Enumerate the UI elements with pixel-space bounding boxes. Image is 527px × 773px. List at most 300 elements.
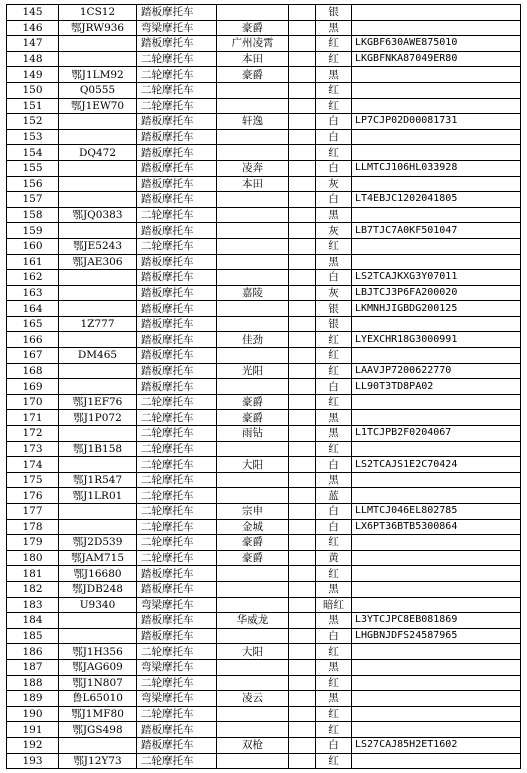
blank-cell xyxy=(289,675,316,691)
color-cell: 白 xyxy=(316,504,352,520)
vehicle-type-cell: 二轮摩托车 xyxy=(137,426,217,442)
table-row xyxy=(7,394,521,410)
color-cell: 白 xyxy=(316,160,352,176)
color-cell: 红 xyxy=(316,644,352,660)
row-number-cell: 183 xyxy=(7,597,59,613)
table-row xyxy=(7,379,521,395)
vehicle-type-cell: 弯梁摩托车 xyxy=(137,597,217,613)
blank-cell xyxy=(289,691,316,707)
brand-cell xyxy=(217,223,289,239)
color-cell: 红 xyxy=(316,238,352,254)
plate-number-cell: 鄂J12Y73 xyxy=(59,753,137,769)
vin-cell: LYEXCHR18G3000991 xyxy=(352,332,521,348)
row-number-cell: 188 xyxy=(7,675,59,691)
vin-cell xyxy=(352,176,521,192)
vehicle-type-cell: 二轮摩托车 xyxy=(137,535,217,551)
table-row xyxy=(7,316,521,332)
vin-cell xyxy=(352,566,521,582)
table-row xyxy=(7,426,521,442)
row-number-cell: 175 xyxy=(7,472,59,488)
row-number-cell: 180 xyxy=(7,550,59,566)
color-cell: 红 xyxy=(316,394,352,410)
plate-number-cell xyxy=(59,51,137,67)
row-number-cell: 160 xyxy=(7,238,59,254)
table-row xyxy=(7,238,521,254)
vin-cell xyxy=(352,488,521,504)
vin-cell xyxy=(352,348,521,364)
brand-cell: 本田 xyxy=(217,176,289,192)
vehicle-type-cell: 踏板摩托车 xyxy=(137,316,217,332)
brand-cell xyxy=(217,566,289,582)
row-number-cell: 148 xyxy=(7,51,59,67)
row-number-cell: 192 xyxy=(7,737,59,753)
color-cell: 白 xyxy=(316,270,352,286)
brand-cell xyxy=(217,316,289,332)
brand-cell: 大阳 xyxy=(217,457,289,473)
blank-cell xyxy=(289,597,316,613)
table-row xyxy=(7,566,521,582)
brand-cell: 华威龙 xyxy=(217,613,289,629)
color-cell: 灰 xyxy=(316,176,352,192)
vehicle-type-cell: 二轮摩托车 xyxy=(137,753,217,769)
vehicle-type-cell: 二轮摩托车 xyxy=(137,82,217,98)
row-number-cell: 157 xyxy=(7,192,59,208)
table-row xyxy=(7,472,521,488)
vin-cell xyxy=(352,67,521,83)
brand-cell xyxy=(217,238,289,254)
vehicle-type-cell: 二轮摩托车 xyxy=(137,410,217,426)
vin-cell xyxy=(352,706,521,722)
table-row xyxy=(7,160,521,176)
vehicle-type-cell: 二轮摩托车 xyxy=(137,550,217,566)
plate-number-cell: 鄂J1LR01 xyxy=(59,488,137,504)
brand-cell xyxy=(217,192,289,208)
row-number-cell: 150 xyxy=(7,82,59,98)
vin-cell xyxy=(352,98,521,114)
brand-cell: 金城 xyxy=(217,519,289,535)
color-cell: 白 xyxy=(316,628,352,644)
row-number-cell: 151 xyxy=(7,98,59,114)
row-number-cell: 186 xyxy=(7,644,59,660)
blank-cell xyxy=(289,613,316,629)
blank-cell xyxy=(289,82,316,98)
blank-cell xyxy=(289,535,316,551)
row-number-cell: 159 xyxy=(7,223,59,239)
plate-number-cell: 鄂JAE306 xyxy=(59,254,137,270)
plate-number-cell xyxy=(59,519,137,535)
row-number-cell: 167 xyxy=(7,348,59,364)
vehicle-type-cell: 弯梁摩托车 xyxy=(137,659,217,675)
plate-number-cell: 鄂JQ0383 xyxy=(59,207,137,223)
plate-number-cell xyxy=(59,129,137,145)
plate-number-cell: 1CS12 xyxy=(59,5,137,21)
blank-cell xyxy=(289,706,316,722)
vehicle-type-cell: 二轮摩托车 xyxy=(137,472,217,488)
vin-cell xyxy=(352,722,521,738)
vin-cell: LLMTCJ046EL802785 xyxy=(352,504,521,520)
table-row xyxy=(7,36,521,52)
table-row xyxy=(7,114,521,130)
plate-number-cell: 鄂J1B158 xyxy=(59,441,137,457)
row-number-cell: 152 xyxy=(7,114,59,130)
color-cell: 灰 xyxy=(316,223,352,239)
plate-number-cell: 鄂J1R547 xyxy=(59,472,137,488)
color-cell: 黑 xyxy=(316,659,352,675)
plate-number-cell xyxy=(59,332,137,348)
color-cell: 黑 xyxy=(316,67,352,83)
vehicle-type-cell: 二轮摩托车 xyxy=(137,441,217,457)
vin-cell: LAAVJP7200622770 xyxy=(352,363,521,379)
row-number-cell: 166 xyxy=(7,332,59,348)
vehicle-type-cell: 踏板摩托车 xyxy=(137,581,217,597)
vin-cell xyxy=(352,410,521,426)
vin-cell: LS2TCAJKXG3Y07011 xyxy=(352,270,521,286)
brand-cell xyxy=(217,659,289,675)
blank-cell xyxy=(289,332,316,348)
brand-cell xyxy=(217,597,289,613)
brand-cell: 广州凌霄 xyxy=(217,36,289,52)
row-number-cell: 165 xyxy=(7,316,59,332)
color-cell: 黑 xyxy=(316,472,352,488)
blank-cell xyxy=(289,504,316,520)
plate-number-cell xyxy=(59,426,137,442)
plate-number-cell xyxy=(59,114,137,130)
vehicle-type-cell: 踏板摩托车 xyxy=(137,114,217,130)
table-row xyxy=(7,706,521,722)
row-number-cell: 177 xyxy=(7,504,59,520)
table-row xyxy=(7,722,521,738)
brand-cell: 豪爵 xyxy=(217,20,289,36)
vin-cell: LL90T3TD8PA02 xyxy=(352,379,521,395)
color-cell: 红 xyxy=(316,98,352,114)
brand-cell xyxy=(217,270,289,286)
color-cell: 银 xyxy=(316,316,352,332)
brand-cell: 佳劲 xyxy=(217,332,289,348)
vehicle-type-cell: 二轮摩托车 xyxy=(137,207,217,223)
brand-cell xyxy=(217,254,289,270)
row-number-cell: 161 xyxy=(7,254,59,270)
vin-cell xyxy=(352,597,521,613)
color-cell: 红 xyxy=(316,36,352,52)
row-number-cell: 191 xyxy=(7,722,59,738)
vin-cell xyxy=(352,472,521,488)
blank-cell xyxy=(289,426,316,442)
blank-cell xyxy=(289,270,316,286)
row-number-cell: 169 xyxy=(7,379,59,395)
plate-number-cell xyxy=(59,628,137,644)
vin-cell xyxy=(352,20,521,36)
vin-cell: LP7CJP02D00081731 xyxy=(352,114,521,130)
vehicle-type-cell: 弯梁摩托车 xyxy=(137,691,217,707)
vehicle-type-cell: 二轮摩托车 xyxy=(137,238,217,254)
vin-cell xyxy=(352,394,521,410)
blank-cell xyxy=(289,129,316,145)
color-cell: 蓝 xyxy=(316,488,352,504)
brand-cell xyxy=(217,98,289,114)
table-row xyxy=(7,675,521,691)
vehicle-type-cell: 踏板摩托车 xyxy=(137,363,217,379)
vehicle-type-cell: 踏板摩托车 xyxy=(137,192,217,208)
plate-number-cell xyxy=(59,301,137,317)
vin-cell: LLMTCJ106HL033928 xyxy=(352,160,521,176)
vin-cell: LT4EBJC1202041805 xyxy=(352,192,521,208)
color-cell: 红 xyxy=(316,82,352,98)
table-row xyxy=(7,737,521,753)
blank-cell xyxy=(289,753,316,769)
vehicle-table xyxy=(6,4,521,769)
table-row xyxy=(7,223,521,239)
vin-cell xyxy=(352,675,521,691)
plate-number-cell xyxy=(59,160,137,176)
color-cell: 黑 xyxy=(316,691,352,707)
vehicle-type-cell: 踏板摩托车 xyxy=(137,737,217,753)
vehicle-type-cell: 踏板摩托车 xyxy=(137,628,217,644)
plate-number-cell: 鄂JGS498 xyxy=(59,722,137,738)
brand-cell xyxy=(217,301,289,317)
plate-number-cell xyxy=(59,285,137,301)
plate-number-cell: 鄂J1N807 xyxy=(59,675,137,691)
vin-cell xyxy=(352,316,521,332)
row-number-cell: 182 xyxy=(7,581,59,597)
table-row xyxy=(7,644,521,660)
row-number-cell: 164 xyxy=(7,301,59,317)
brand-cell: 豪爵 xyxy=(217,410,289,426)
vin-cell xyxy=(352,254,521,270)
brand-cell: 豪爵 xyxy=(217,394,289,410)
color-cell: 红 xyxy=(316,566,352,582)
plate-number-cell: 鄂J1H356 xyxy=(59,644,137,660)
brand-cell xyxy=(217,5,289,21)
table-row xyxy=(7,457,521,473)
plate-number-cell xyxy=(59,457,137,473)
blank-cell xyxy=(289,5,316,21)
color-cell: 黑 xyxy=(316,254,352,270)
plate-number-cell xyxy=(59,192,137,208)
vehicle-type-cell: 踏板摩托车 xyxy=(137,566,217,582)
brand-cell xyxy=(217,145,289,161)
color-cell: 暗红 xyxy=(316,597,352,613)
color-cell: 红 xyxy=(316,332,352,348)
table-row xyxy=(7,628,521,644)
color-cell: 白 xyxy=(316,737,352,753)
row-number-cell: 189 xyxy=(7,691,59,707)
vin-cell xyxy=(352,441,521,457)
row-number-cell: 146 xyxy=(7,20,59,36)
plate-number-cell: 鄂JE5243 xyxy=(59,238,137,254)
color-cell: 黑 xyxy=(316,581,352,597)
vehicle-type-cell: 二轮摩托车 xyxy=(137,98,217,114)
plate-number-cell: 鄂J2D539 xyxy=(59,535,137,551)
blank-cell xyxy=(289,238,316,254)
blank-cell xyxy=(289,644,316,660)
row-number-cell: 155 xyxy=(7,160,59,176)
plate-number-cell: 鄂J16680 xyxy=(59,566,137,582)
vin-cell xyxy=(352,535,521,551)
vin-cell: LBJTCJ3P6FA200020 xyxy=(352,285,521,301)
vehicle-type-cell: 二轮摩托车 xyxy=(137,644,217,660)
blank-cell xyxy=(289,160,316,176)
blank-cell xyxy=(289,566,316,582)
table-row xyxy=(7,192,521,208)
blank-cell xyxy=(289,20,316,36)
brand-cell: 雨钻 xyxy=(217,426,289,442)
blank-cell xyxy=(289,472,316,488)
vehicle-type-cell: 踏板摩托车 xyxy=(137,145,217,161)
color-cell: 红 xyxy=(316,675,352,691)
row-number-cell: 185 xyxy=(7,628,59,644)
row-number-cell: 168 xyxy=(7,363,59,379)
brand-cell: 豪爵 xyxy=(217,67,289,83)
row-number-cell: 174 xyxy=(7,457,59,473)
color-cell: 红 xyxy=(316,535,352,551)
table-row xyxy=(7,270,521,286)
vin-cell: LX6PT36BTB5300864 xyxy=(352,519,521,535)
color-cell: 白 xyxy=(316,129,352,145)
vehicle-type-cell: 踏板摩托车 xyxy=(137,254,217,270)
vin-cell: LHGBNJDFS24587965 xyxy=(352,628,521,644)
blank-cell xyxy=(289,67,316,83)
plate-number-cell xyxy=(59,36,137,52)
row-number-cell: 193 xyxy=(7,753,59,769)
table-row xyxy=(7,659,521,675)
row-number-cell: 154 xyxy=(7,145,59,161)
table-row xyxy=(7,550,521,566)
row-number-cell: 158 xyxy=(7,207,59,223)
vehicle-type-cell: 踏板摩托车 xyxy=(137,36,217,52)
plate-number-cell: 鄂J1LM92 xyxy=(59,67,137,83)
vin-cell xyxy=(352,238,521,254)
vehicle-type-cell: 二轮摩托车 xyxy=(137,519,217,535)
vin-cell xyxy=(352,207,521,223)
color-cell: 红 xyxy=(316,753,352,769)
plate-number-cell: 鄂J1P072 xyxy=(59,410,137,426)
table-row xyxy=(7,51,521,67)
vehicle-type-cell: 二轮摩托车 xyxy=(137,67,217,83)
table-row xyxy=(7,5,521,21)
blank-cell xyxy=(289,659,316,675)
color-cell: 红 xyxy=(316,51,352,67)
brand-cell: 豪爵 xyxy=(217,535,289,551)
vin-cell: LS2TCAJS1E2C70424 xyxy=(352,457,521,473)
vin-cell: LKGBFNKA87049ER80 xyxy=(352,51,521,67)
brand-cell xyxy=(217,675,289,691)
blank-cell xyxy=(289,363,316,379)
plate-number-cell: Q0555 xyxy=(59,82,137,98)
row-number-cell: 149 xyxy=(7,67,59,83)
row-number-cell: 187 xyxy=(7,659,59,675)
vehicle-type-cell: 二轮摩托车 xyxy=(137,394,217,410)
table-row xyxy=(7,207,521,223)
vehicle-type-cell: 踏板摩托车 xyxy=(137,176,217,192)
vehicle-type-cell: 踏板摩托车 xyxy=(137,223,217,239)
vin-cell: LB7TJC7A0KF501047 xyxy=(352,223,521,239)
plate-number-cell: 鄂J1EW70 xyxy=(59,98,137,114)
table-body xyxy=(7,5,521,769)
blank-cell xyxy=(289,176,316,192)
brand-cell xyxy=(217,488,289,504)
color-cell: 黑 xyxy=(316,426,352,442)
vehicle-type-cell: 踏板摩托车 xyxy=(137,332,217,348)
blank-cell xyxy=(289,285,316,301)
brand-cell xyxy=(217,82,289,98)
plate-number-cell: 鄂J1EF76 xyxy=(59,394,137,410)
color-cell: 红 xyxy=(316,722,352,738)
color-cell: 红 xyxy=(316,348,352,364)
table-row xyxy=(7,67,521,83)
vehicle-type-cell: 踏板摩托车 xyxy=(137,613,217,629)
plate-number-cell xyxy=(59,363,137,379)
vin-cell: L1TCJPB2F0204067 xyxy=(352,426,521,442)
brand-cell: 宗申 xyxy=(217,504,289,520)
row-number-cell: 170 xyxy=(7,394,59,410)
brand-cell xyxy=(217,581,289,597)
plate-number-cell: 鄂J1MF80 xyxy=(59,706,137,722)
row-number-cell: 178 xyxy=(7,519,59,535)
row-number-cell: 184 xyxy=(7,613,59,629)
brand-cell xyxy=(217,379,289,395)
brand-cell: 嘉陵 xyxy=(217,285,289,301)
table-row xyxy=(7,145,521,161)
color-cell: 白 xyxy=(316,519,352,535)
vin-cell: LKGBF630AWE875010 xyxy=(352,36,521,52)
vin-cell: L3YTCJPC8EB081869 xyxy=(352,613,521,629)
blank-cell xyxy=(289,316,316,332)
plate-number-cell: 1Z777 xyxy=(59,316,137,332)
color-cell: 红 xyxy=(316,441,352,457)
row-number-cell: 181 xyxy=(7,566,59,582)
vehicle-type-cell: 二轮摩托车 xyxy=(137,51,217,67)
color-cell: 白 xyxy=(316,457,352,473)
vin-cell xyxy=(352,753,521,769)
vin-cell xyxy=(352,129,521,145)
brand-cell xyxy=(217,207,289,223)
table-row xyxy=(7,441,521,457)
brand-cell xyxy=(217,628,289,644)
vehicle-type-cell: 踏板摩托车 xyxy=(137,301,217,317)
plate-number-cell xyxy=(59,223,137,239)
blank-cell xyxy=(289,581,316,597)
vehicle-type-cell: 二轮摩托车 xyxy=(137,675,217,691)
brand-cell: 凌奔 xyxy=(217,160,289,176)
blank-cell xyxy=(289,254,316,270)
plate-number-cell: U9340 xyxy=(59,597,137,613)
brand-cell xyxy=(217,706,289,722)
brand-cell: 凌云 xyxy=(217,691,289,707)
vehicle-type-cell: 弯梁摩托车 xyxy=(137,20,217,36)
plate-number-cell: 鄂JRW936 xyxy=(59,20,137,36)
brand-cell xyxy=(217,472,289,488)
blank-cell xyxy=(289,394,316,410)
brand-cell xyxy=(217,348,289,364)
blank-cell xyxy=(289,519,316,535)
brand-cell: 本田 xyxy=(217,51,289,67)
row-number-cell: 172 xyxy=(7,426,59,442)
color-cell: 黄 xyxy=(316,550,352,566)
table-row xyxy=(7,82,521,98)
table-row xyxy=(7,254,521,270)
color-cell: 银 xyxy=(316,301,352,317)
table-row xyxy=(7,519,521,535)
plate-number-cell xyxy=(59,379,137,395)
plate-number-cell: 鄂JAM715 xyxy=(59,550,137,566)
brand-cell: 轩逸 xyxy=(217,114,289,130)
vehicle-type-cell: 二轮摩托车 xyxy=(137,504,217,520)
blank-cell xyxy=(289,98,316,114)
brand-cell xyxy=(217,753,289,769)
vehicle-type-cell: 踏板摩托车 xyxy=(137,285,217,301)
vehicle-type-cell: 踏板摩托车 xyxy=(137,348,217,364)
table-row xyxy=(7,98,521,114)
